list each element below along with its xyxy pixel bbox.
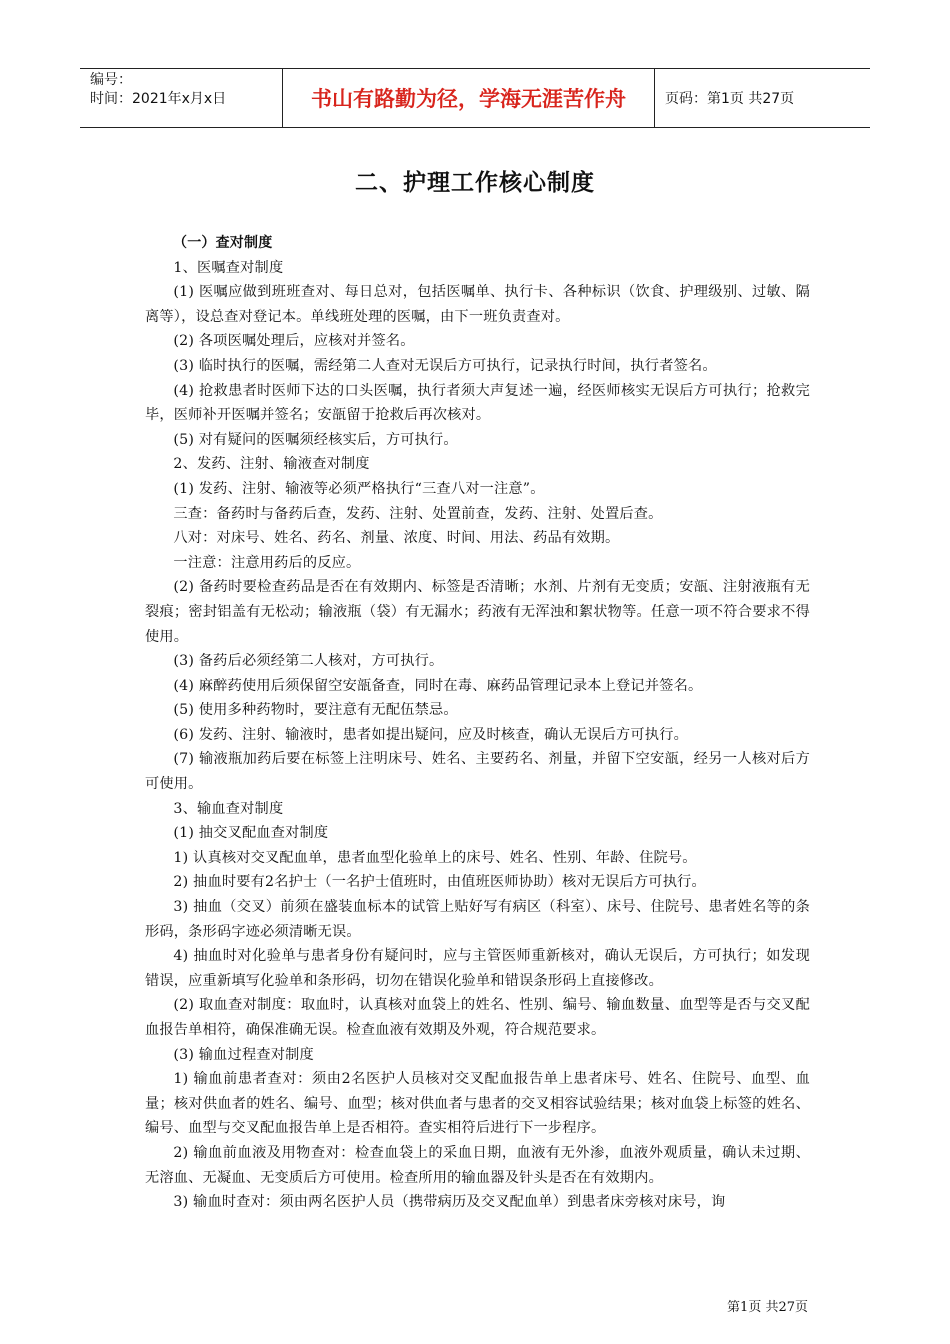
paragraph: 一注意：注意用药后的反应。 — [173, 554, 361, 571]
paragraph: 3) 输血时查对：须由两名医护人员（携带病历及交叉配血单）到患者床旁核对床号，询 — [173, 1194, 726, 1211]
paragraph: (3) 输血过程查对制度 — [173, 1046, 314, 1063]
document-time: 时间：2021年x月x日 — [90, 91, 227, 107]
paragraph: (1) 医嘱应做到班班查对、每日总对，包括医嘱单、执行卡、各种标识（饮食、护理级别、过敏、隔离等），设总查对登记本。单线班处理的医嘱，由下一班负责查对。 — [145, 284, 810, 325]
page-footer: 第1页 共27页 — [727, 1300, 808, 1315]
paragraph: (3) 临时执行的医嘱，需经第二人查对无误后方可执行，记录执行时间，执行者签名。 — [173, 357, 717, 374]
paragraph: 1) 输血前患者查对：须由2名医护人员核对交叉配血报告单上患者床号、姓名、住院号、血型、血量；核对供血者的姓名、编号、血型；核对供血者与患者的交叉相容试验结果；核对血袋上标签的姓名、编号、血型与交叉配血报告单上是否相符。查实相符后进行下一步程序。 — [145, 1071, 810, 1137]
subsection-heading: 1、医嘱查对制度 — [173, 259, 284, 276]
paragraph: (1) 抽交叉配血查对制度 — [173, 825, 329, 842]
paragraph: 3) 抽血（交叉）前须在盛装血标本的试管上贴好写有病区（科室）、床号、住院号、患者姓名等的条形码，条形码字迹必须清晰无误。 — [145, 899, 810, 940]
paragraph: 1) 认真核对交叉配血单，患者血型化验单上的床号、姓名、性别、年龄、住院号。 — [173, 849, 697, 866]
paragraph: (2) 各项医嘱处理后，应核对并签名。 — [173, 333, 415, 350]
paragraph: (4) 麻醉药使用后须保留空安瓿备查，同时在毒、麻药品管理记录本上登记并签名。 — [173, 677, 703, 694]
document-number-label: 编号： — [90, 72, 132, 88]
paragraph: 2) 抽血时要有2名护士（一名护士值班时，由值班医师协助）核对无误后方可执行。 — [173, 874, 706, 891]
subsection-heading: 3、输血查对制度 — [173, 800, 284, 817]
paragraph: (3) 备药后必须经第二人核对，方可执行。 — [173, 653, 444, 670]
section-heading: （一）查对制度 — [173, 235, 273, 251]
header-motto: 书山有路勤为径，学海无涯苦作舟 — [282, 69, 655, 127]
paragraph: 4) 抽血时对化验单与患者身份有疑问时，应与主管医师重新核对，确认无误后，方可执行；如发现错误，应重新填写化验单和条形码，切勿在错误化验单和错误条形码上直接修改。 — [145, 948, 810, 989]
document-title: 二、护理工作核心制度 — [355, 170, 595, 196]
subsection-heading: 2、发药、注射、输液查对制度 — [173, 456, 370, 473]
paragraph: (5) 使用多种药物时，要注意有无配伍禁忌。 — [173, 702, 458, 719]
paragraph: (2) 取血查对制度：取血时，认真核对血袋上的姓名、性别、编号、输血数量、血型等是否与交叉配血报告单相符，确保准确无误。检查血液有效期及外观，符合规范要求。 — [145, 997, 810, 1038]
header-table — [80, 68, 870, 128]
paragraph: (5) 对有疑问的医嘱须经核实后，方可执行。 — [173, 431, 458, 448]
header-meta — [80, 69, 282, 127]
paragraph: 2) 输血前血液及用物查对：检查血袋上的采血日期，血液有无外渗，血液外观质量，确认未过期、无溶血、无凝血、无变质后方可使用。检查所用的输血器及针头是否在有效期内。 — [145, 1144, 810, 1186]
paragraph: (7) 输液瓶加药后要在标签上注明床号、姓名、主要药名、剂量，并留下空安瓿，经另一人核对后方可使用。 — [145, 751, 810, 793]
document-body — [145, 231, 810, 1215]
paragraph: (6) 发药、注射、输液时，患者如提出疑问，应及时核查，确认无误后方可执行。 — [173, 726, 688, 743]
paragraph: (2) 备药时要检查药品是否在有效期内、标签是否清晰；水剂、片剂有无变质；安瓿、注射液瓶有无裂痕；密封铝盖有无松动；输液瓶（袋）有无漏水；药液有无浑浊和絮状物等。任意一项不符合要求不得使用。 — [145, 579, 810, 645]
paragraph: (4) 抢救患者时医师下达的口头医嘱，执行者须大声复述一遍，经医师核实无误后方可执行；抢救完毕，医师补开医嘱并签名；安瓿留于抢救后再次核对。 — [145, 382, 810, 424]
paragraph: 三查：备药时与备药后查，发药、注射、处置前查，发药、注射、处置后查。 — [173, 505, 663, 522]
header-page-info: 页码：第1页 共27页 — [665, 91, 795, 107]
paragraph: 八对：对床号、姓名、药名、剂量、浓度、时间、用法、药品有效期。 — [173, 530, 620, 547]
paragraph: (1) 发药、注射、输液等必须严格执行“三查八对一注意”。 — [173, 480, 545, 497]
